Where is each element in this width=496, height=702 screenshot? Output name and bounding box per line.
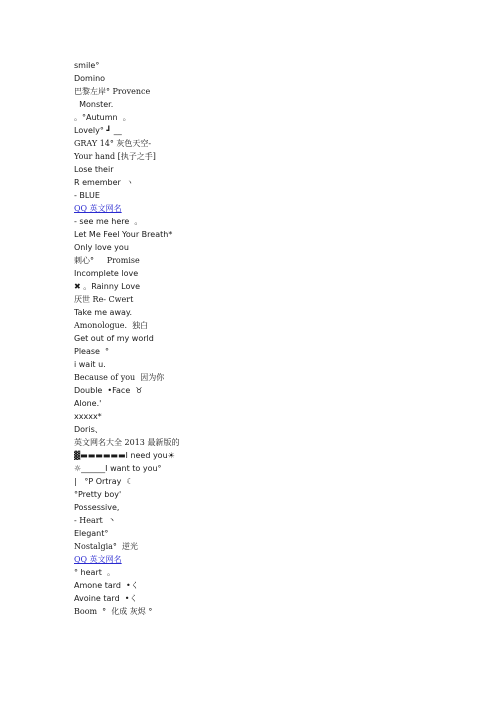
line-text: Elegant° bbox=[74, 529, 109, 538]
nickname-line bbox=[74, 592, 454, 605]
nickname-line bbox=[74, 228, 454, 241]
line-text: ☼______I want to you° bbox=[74, 464, 162, 473]
nickname-line bbox=[74, 605, 454, 618]
line-text: Get out of my world bbox=[74, 334, 154, 343]
nickname-line bbox=[74, 293, 454, 306]
nickname-line bbox=[74, 150, 454, 163]
line-text: xxxxx* bbox=[74, 412, 102, 421]
line-text: 巴黎左岸° Provence bbox=[74, 87, 151, 96]
line-text: Avoine tard •く bbox=[74, 594, 138, 603]
nickname-line bbox=[74, 397, 454, 410]
nickname-line bbox=[74, 371, 454, 384]
nickname-line bbox=[74, 98, 454, 111]
nickname-line bbox=[74, 267, 454, 280]
nickname-line bbox=[74, 111, 454, 124]
line-text: ° heart 。 bbox=[74, 568, 115, 577]
line-text: Because of you 因为你 bbox=[74, 373, 165, 382]
line-text: Amonologue. 独白 bbox=[74, 321, 149, 330]
line-text: 。°Autumn 。 bbox=[74, 113, 131, 122]
nickname-line bbox=[74, 59, 454, 72]
nickname-line bbox=[74, 462, 454, 475]
line-text: - BLUE bbox=[74, 191, 100, 200]
nickname-line bbox=[74, 163, 454, 176]
nickname-line bbox=[74, 332, 454, 345]
nickname-line bbox=[74, 72, 454, 85]
nickname-line bbox=[74, 189, 454, 202]
line-text: Possessive, bbox=[74, 503, 120, 512]
line-text: R emember ヽ bbox=[74, 178, 134, 187]
nickname-line bbox=[74, 254, 454, 267]
nickname-line bbox=[74, 85, 454, 98]
line-text: Doris、 bbox=[74, 425, 103, 434]
line-text: | °P Ortray ☾ bbox=[74, 477, 134, 486]
line-text: i wait u. bbox=[74, 360, 106, 369]
nickname-line bbox=[74, 566, 454, 579]
nickname-line bbox=[74, 176, 454, 189]
line-text: °Pretty boy' bbox=[74, 490, 122, 499]
nickname-line bbox=[74, 280, 454, 293]
line-text: - Heart 丶 bbox=[74, 516, 116, 525]
nickname-line bbox=[74, 215, 454, 228]
line-text: GRAY 14° 灰色天空- bbox=[74, 139, 152, 148]
line-text: Your hand [执子之手] bbox=[74, 152, 156, 161]
nickname-line bbox=[74, 579, 454, 592]
line-text: Amone tard •く bbox=[74, 581, 139, 590]
line-text: 刺心° Promise bbox=[74, 256, 140, 265]
line-text: smile° bbox=[74, 61, 100, 70]
nickname-line bbox=[74, 501, 454, 514]
line-text: Nostalgia° 逆光 bbox=[74, 542, 138, 551]
nickname-line bbox=[74, 436, 454, 449]
link-text[interactable]: QQ 英文网名 bbox=[74, 204, 122, 213]
line-text: Incomplete love bbox=[74, 269, 139, 278]
nickname-line bbox=[74, 488, 454, 501]
nickname-line bbox=[74, 475, 454, 488]
line-text: ▓▬▬▬▬▬▬I need you☀ bbox=[74, 451, 175, 460]
nickname-line bbox=[74, 384, 454, 397]
line-text: Only love you bbox=[74, 243, 129, 252]
nickname-line bbox=[74, 410, 454, 423]
nickname-list bbox=[74, 59, 454, 618]
line-text: Alone.' bbox=[74, 399, 102, 408]
nickname-line bbox=[74, 137, 454, 150]
line-text: Monster. bbox=[74, 100, 114, 109]
line-text: ✖ 。Rainny Love bbox=[74, 282, 141, 291]
nickname-line bbox=[74, 124, 454, 137]
nickname-line bbox=[74, 306, 454, 319]
line-text: Take me away. bbox=[74, 308, 133, 317]
nickname-line bbox=[74, 319, 454, 332]
nickname-link[interactable] bbox=[74, 553, 454, 566]
line-text: Lose their bbox=[74, 165, 114, 174]
link-text[interactable]: QQ 英文网名 bbox=[74, 555, 122, 564]
line-text: Double •Face ♉ bbox=[74, 386, 143, 395]
line-text: Domino bbox=[74, 74, 106, 83]
nickname-link[interactable] bbox=[74, 202, 454, 215]
nickname-line bbox=[74, 241, 454, 254]
nickname-line bbox=[74, 345, 454, 358]
line-text: 英文网名大全 2013 最新版的 bbox=[74, 438, 180, 447]
line-text: 厌世 Re- Cwert bbox=[74, 295, 134, 304]
nickname-line bbox=[74, 423, 454, 436]
line-text: Let Me Feel Your Breath* bbox=[74, 230, 173, 239]
nickname-line bbox=[74, 540, 454, 553]
line-text: Lovely° ┛ __ bbox=[74, 126, 122, 135]
nickname-line bbox=[74, 527, 454, 540]
nickname-line bbox=[74, 358, 454, 371]
line-text: - see me here 。 bbox=[74, 217, 143, 226]
nickname-line bbox=[74, 449, 454, 462]
nickname-line bbox=[74, 514, 454, 527]
line-text: Please ° bbox=[74, 347, 110, 356]
line-text: Boom ° 化成 灰烬 ° bbox=[74, 607, 153, 616]
